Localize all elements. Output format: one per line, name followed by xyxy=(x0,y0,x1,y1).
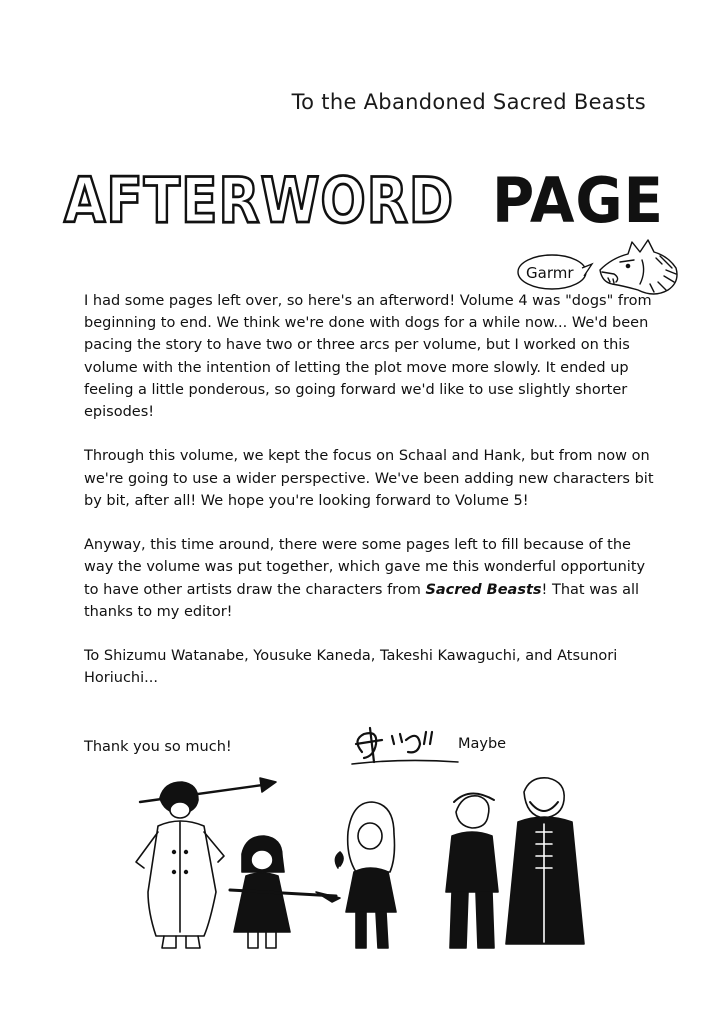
series-title: Sacred Beasts xyxy=(425,581,542,598)
paragraph-guest-artists-start: Anyway, this time around, there were some pages left to fill because of the way the volume was put together, which gave me this wonderful opportunity to have other artists draw the characters from xyxy=(84,537,646,598)
title-solid-word: PAGE xyxy=(492,164,664,237)
character-lineup-illustration xyxy=(100,772,620,952)
character-old-man-figure xyxy=(506,778,584,944)
page-subtitle: To the Abandoned Sacred Beasts xyxy=(291,90,646,114)
page-title xyxy=(60,160,670,240)
author-name: Maybe xyxy=(458,736,507,752)
character-schaal-figure xyxy=(230,836,340,948)
mascot-label: Garmr xyxy=(526,264,574,282)
title-outlined-word: AFTERWORD xyxy=(64,164,454,237)
character-uniform-man-figure xyxy=(446,793,498,948)
afterword-body xyxy=(84,290,654,712)
wolf-head-icon xyxy=(600,240,677,294)
author-signature xyxy=(348,722,468,768)
paragraph-intro: I had some pages left over, so here's an afterword! Volume 4 was "dogs" from beginning to end. We think we're done with dogs for a while now... We'd been pacing the story to have two or three arcs per volume, but I worked on this volume with the intention of letting the plot move more slowly. It ended up feeling a little ponderous, so going forward we'd like to use slightly shorter episodes! xyxy=(84,293,652,421)
paragraph-perspective: Through this volume, we kept the focus on Schaal and Hank, but from now on we're going to use a wider perspective. We've been adding new characters bit by bit, after all! We hope you're looking forward to Volume 5! xyxy=(84,448,654,509)
title-lettering xyxy=(60,160,670,240)
paragraph-guest-artists-end: ! That was all thanks to my editor! xyxy=(84,581,640,620)
closing-thanks: Thank you so much! xyxy=(84,739,232,755)
character-blonde-woman-figure xyxy=(335,802,396,948)
paragraph-artist-names: To Shizumu Watanabe, Yousuke Kaneda, Takeshi Kawaguchi, and Atsunori Horiuchi... xyxy=(84,648,618,687)
paragraph-guest-artists xyxy=(84,534,654,623)
